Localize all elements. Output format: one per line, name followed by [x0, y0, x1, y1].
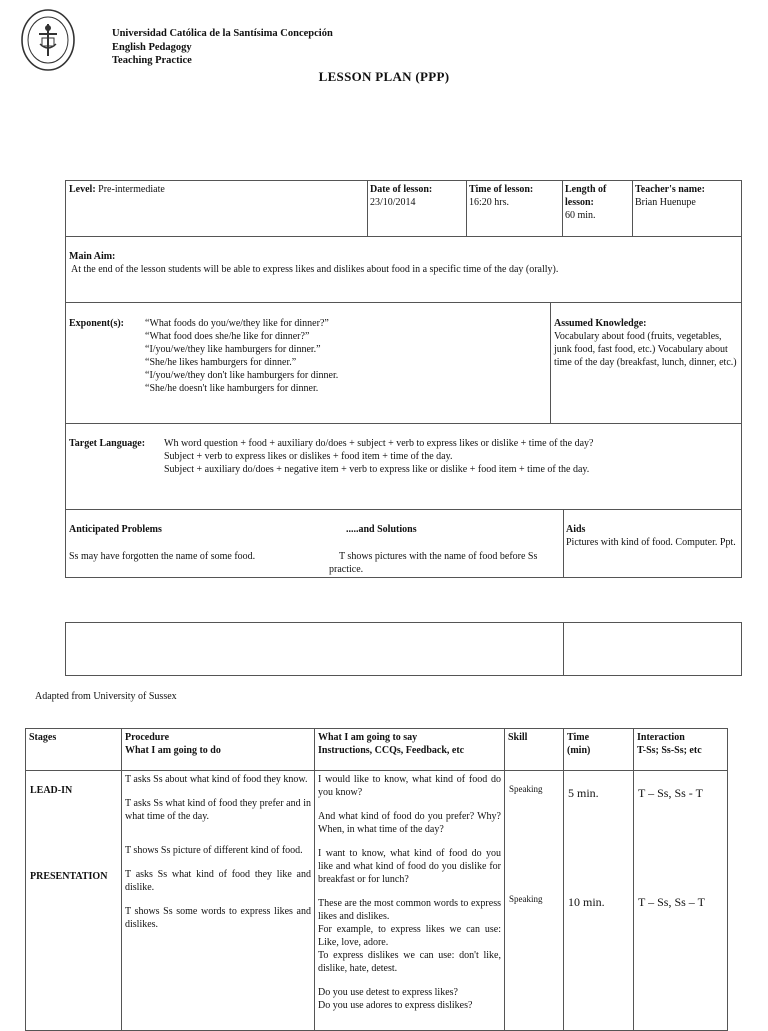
interaction-value: T – Ss, Ss - T [638, 786, 703, 800]
aids-text: Pictures with kind of food. Computer. Ppt. [566, 537, 736, 548]
course-name: Teaching Practice [112, 55, 192, 66]
skill-value: Speaking [509, 894, 543, 904]
say-item: Do you use detest to express likes? [318, 987, 458, 998]
procedure-item: T shows Ss picture of different kind of food. [125, 845, 303, 856]
page-title: LESSON PLAN (PPP) [318, 69, 450, 84]
institution-header [112, 27, 333, 68]
aids [566, 523, 736, 549]
header-procedure-line: What I am going to do [125, 745, 221, 756]
exponent-line: “She/he likes hamburgers for dinner.” [145, 357, 297, 368]
teacher-label: Teacher's name: [635, 184, 705, 195]
lesson-info-row [65, 180, 742, 237]
length-label: Length of lesson: [565, 184, 607, 208]
table-header-row [26, 729, 728, 771]
adapted-note: Adapted from University of Sussex [35, 691, 177, 702]
university-name: Universidad Católica de la Santísima Concepción [112, 28, 333, 39]
target-line: Wh word question + food + auxiliary do/does + subject + verb to express likes or dislike + time of the day? [164, 438, 594, 449]
main-aim-section [65, 236, 742, 303]
target-line: Subject + auxiliary do/does + negative item + verb to express like or dislike + food item + time of the day. [164, 464, 590, 475]
time-value: 10 min. [568, 895, 605, 909]
problems-label: Anticipated Problems [69, 524, 162, 535]
solutions-text: T shows pictures with the name of food before Ss practice. [329, 551, 538, 575]
header-procedure-line: Procedure [125, 732, 170, 743]
exponents-label: Exponent(s): [69, 318, 125, 329]
date-field [370, 183, 464, 209]
stage-presentation: PRESENTATION [30, 871, 108, 882]
say-item: To express dislikes we can use: don't like, dislike, hate, detest. [318, 950, 501, 974]
date-label: Date of lesson: [370, 184, 433, 195]
say-item: For example, to express likes we can use: Like, love, adore. [318, 924, 501, 948]
procedure-item: T asks Ss what kind of food they prefer and in what time of the day. [125, 798, 311, 822]
table-row [26, 771, 728, 1031]
time-field [469, 183, 561, 209]
assumed-label: Assumed Knowledge: [554, 318, 647, 329]
skill-cell [505, 771, 564, 1031]
header-interaction-line: T-Ss; Ss-Ss; etc [637, 745, 702, 756]
procedure-table [25, 728, 728, 1031]
target-line: Subject + verb to express likes or dislikes + food item + time of the day. [164, 451, 453, 462]
assumed-text: Vocabulary about food (fruits, vegetables, junk food, fast food, etc.) Vocabulary about time of the day (breakfast, lunch, dinner, etc.) [554, 331, 737, 368]
assumed-knowledge [554, 317, 738, 369]
time-value: 5 min. [568, 786, 599, 800]
skill-value: Speaking [509, 784, 543, 794]
exponent-line: “What food does she/he like for dinner?” [145, 331, 310, 342]
exponents-list [145, 317, 545, 395]
say-item: Do you use adores to express dislikes? [318, 1000, 473, 1011]
target-label: Target Language: [69, 438, 146, 449]
exponent-line: “I/you/we/they like hamburgers for dinner.” [145, 344, 321, 355]
header-time-line: Time [567, 732, 590, 743]
problems-text: Ss may have forgotten the name of some food. [69, 551, 256, 562]
level-field [69, 183, 165, 196]
blank-box [65, 622, 742, 676]
say-item: And what kind of food do you prefer? Why? When, in what time of the day? [318, 811, 501, 835]
exponent-line: “I/you/we/they don't like hamburgers for dinner. [145, 370, 339, 381]
university-seal [20, 8, 76, 72]
exponents-section [65, 302, 742, 424]
level-label: Level: [69, 184, 96, 195]
say-item: These are the most common words to express likes and dislikes. [318, 898, 501, 922]
program-name: English Pedagogy [112, 41, 192, 53]
solutions-label: .....and Solutions [346, 524, 417, 535]
interaction-value: T – Ss, Ss – T [638, 895, 705, 909]
exponent-line: “She/he doesn't like hamburgers for dinner. [145, 383, 319, 394]
stages-cell [26, 771, 122, 1031]
header-time-line: (min) [567, 745, 591, 756]
level-value: Pre-intermediate [98, 184, 165, 195]
date-value: 23/10/2014 [370, 197, 416, 208]
say-item: I would like to know, what kind of food do you know? [318, 774, 501, 798]
time-cell [564, 771, 634, 1031]
header-stages: Stages [26, 729, 122, 771]
procedure-item: T asks Ss about what kind of food they know. [125, 774, 308, 785]
problems-section [65, 509, 742, 578]
say-item: I want to know, what kind of food do you like and what kind of food do you dislike for breakfast or for lunch? [318, 848, 501, 885]
header-say-line: Instructions, CCQs, Feedback, etc [318, 745, 465, 756]
length-field [565, 183, 627, 222]
main-aim-text: At the end of the lesson students will be able to express likes and dislikes about food in a specific time of the day (orally). [71, 264, 559, 275]
teacher-value: Brian Huenupe [635, 197, 696, 208]
header-procedure [122, 729, 315, 771]
header-interaction-line: Interaction [637, 732, 685, 743]
say-cell [315, 771, 505, 1031]
header-time [564, 729, 634, 771]
teacher-field [635, 183, 741, 209]
time-label: Time of lesson: [469, 184, 534, 195]
header-skill: Skill [505, 729, 564, 771]
procedure-item: T shows Ss some words to express likes and dislikes. [125, 906, 311, 930]
stage-leadin: LEAD-IN [30, 785, 73, 796]
header-say-line: What I am going to say [318, 732, 418, 743]
main-aim-label: Main Aim: [69, 251, 116, 262]
length-value: 60 min. [565, 210, 596, 221]
procedure-item: T asks Ss what kind of food they like and dislike. [125, 869, 311, 893]
time-value: 16:20 hrs. [469, 197, 509, 208]
exponent-line: “What foods do you/we/they like for dinner?” [145, 318, 329, 329]
aids-label: Aids [566, 524, 586, 535]
header-interaction [634, 729, 728, 771]
procedure-cell [122, 771, 315, 1031]
interaction-cell [634, 771, 728, 1031]
header-say [315, 729, 505, 771]
target-language-section [65, 423, 742, 510]
